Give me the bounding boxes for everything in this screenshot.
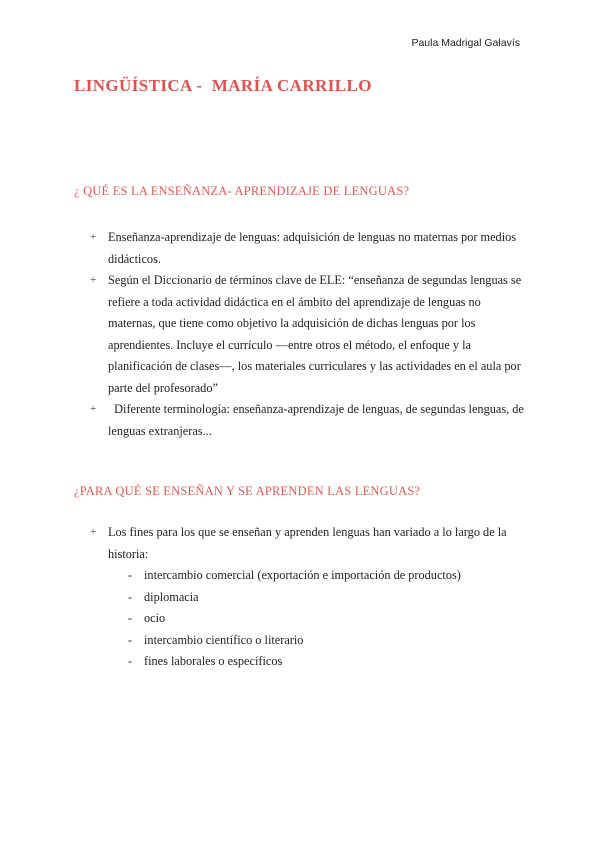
dash-bullet-icon: - <box>128 654 133 668</box>
plus-bullet-icon: + <box>90 231 97 243</box>
sub-list-item-text: intercambio comercial (exportación e importación de productos) <box>144 568 461 582</box>
dash-bullet-icon: - <box>128 568 133 582</box>
list-item <box>90 227 530 270</box>
list-item-text: Enseñanza-aprendizaje de lenguas: adquisición de lenguas no maternas por medios didácticos. <box>108 230 517 266</box>
bullet-list-why <box>90 522 530 673</box>
list-item <box>90 399 530 442</box>
list-item <box>90 522 530 673</box>
sub-list-item <box>108 608 530 630</box>
section-heading-why: ¿PARA QUÉ SE ENSEÑAN Y SE APRENDEN LAS LENGUAS? <box>74 484 421 498</box>
list-item-text: Según el Diccionario de términos clave de ELE: “enseñanza de segundas lenguas se refiere a toda actividad didáctica en el ámbito del aprendizaje de lenguas no maternas, que tiene como objetivo la adquisición de dichas lenguas por los aprendientes. Incluye el currículo —entre otros el método, el enfoque y la planificación de clases—, los materiales curriculares y las actividades en el aula por parte del profesorado” <box>108 273 522 395</box>
section-heading-what-is: ¿ QUÉ ES LA ENSEÑANZA- APRENDIZAJE DE LENGUAS? <box>74 184 410 198</box>
sub-list-item-text: diplomacia <box>144 589 199 604</box>
plus-bullet-icon: + <box>90 526 97 538</box>
document-title: LINGÜÍSTICA - MARÍA CARRILLO <box>74 76 372 95</box>
sub-list-item <box>108 630 530 652</box>
list-item <box>90 270 530 399</box>
list-item-text: Los fines para los que se enseñan y aprenden lenguas han variado a lo largo de la historia: <box>108 525 507 561</box>
sub-list-purposes <box>108 565 530 673</box>
sub-list-item <box>108 587 530 609</box>
plus-bullet-icon: + <box>90 403 97 415</box>
sub-list-item-text: ocio <box>144 611 166 625</box>
list-item-text: Diferente terminología: enseñanza-aprendizaje de lenguas, de segundas lenguas, de lenguas extranjeras... <box>108 402 527 438</box>
bullet-list-what-is <box>90 227 530 442</box>
sub-list-item <box>108 565 530 587</box>
dash-bullet-icon: - <box>128 632 133 647</box>
sub-list-item-text: fines laborales o específicos <box>144 654 283 668</box>
plus-bullet-icon: + <box>90 274 97 286</box>
dash-bullet-icon: - <box>128 611 133 625</box>
dash-bullet-icon: - <box>128 589 133 604</box>
author-name: Paula Madrigal Galavís <box>411 37 520 49</box>
sub-list-item <box>108 651 530 673</box>
sub-list-item-text: intercambio científico o literario <box>144 632 304 647</box>
